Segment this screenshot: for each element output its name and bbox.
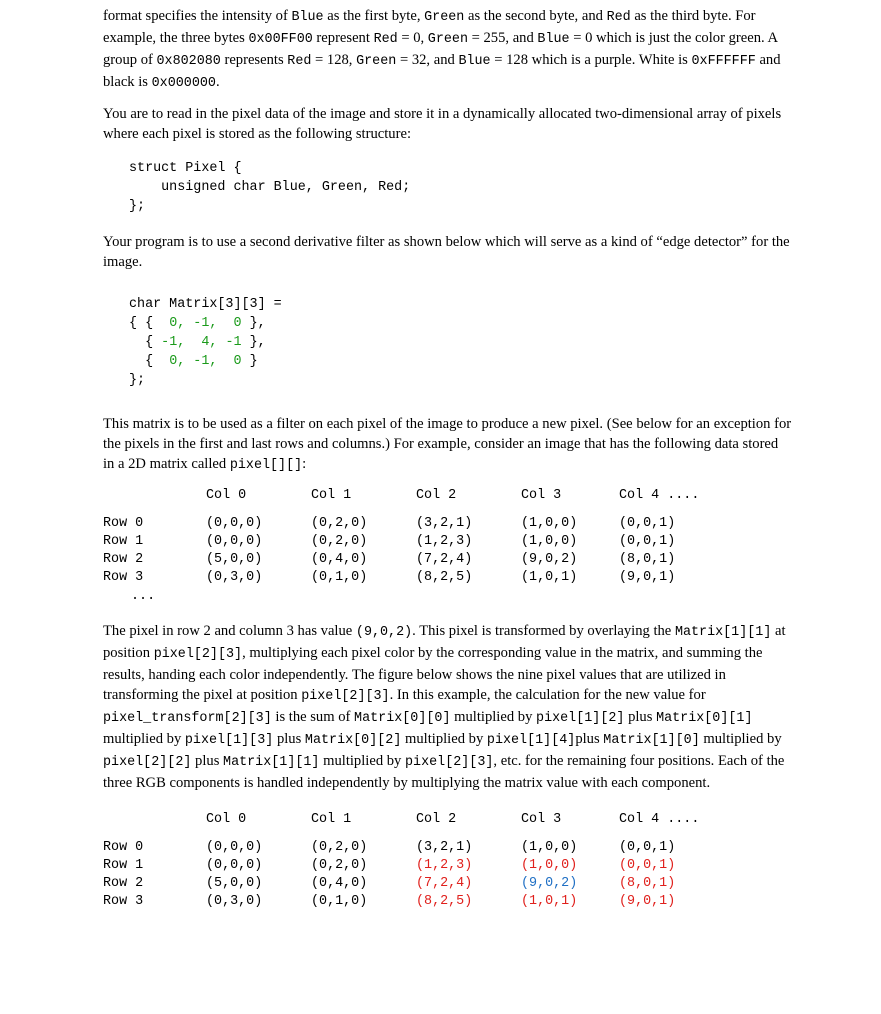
table-cell: (0,2,0) <box>311 858 368 873</box>
table-row <box>103 876 676 894</box>
table-cell: (1,0,0) <box>521 840 578 855</box>
table-row <box>103 516 676 534</box>
code-line: { -1, 4, -1 }, <box>129 335 266 350</box>
column-header: Col 2 <box>416 488 457 503</box>
table-cell: (1,0,1) <box>521 570 578 585</box>
highlighted-neighbor-cell: (1,2,3) <box>416 858 473 873</box>
table-ellipsis: ... <box>131 589 156 604</box>
row-label: Row 0 <box>103 516 144 531</box>
table-header-row <box>103 488 700 506</box>
pixel-table-2 <box>103 812 743 912</box>
row-label: Row 0 <box>103 840 144 855</box>
table-cell: (0,4,0) <box>311 876 368 891</box>
intro-paragraph: format specifies the intensity of Blue as the first byte, Green as the second byte, and Red as the third byte. For example, the three bytes 0x00FF00 represent Red = 0, Green = 255, and Blue = 0 which is just the color green. A group of 0x802080 represents Red = 128, Green = 32, and Blue = 128 which is a purple. White is 0xFFFFFF and black is 0x000000. <box>103 8 781 91</box>
row-label: Row 3 <box>103 894 144 909</box>
table-cell: (3,2,1) <box>416 516 473 531</box>
table-row <box>103 840 676 858</box>
column-header: Col 1 <box>311 812 352 827</box>
highlighted-neighbor-cell: (0,0,1) <box>619 858 676 873</box>
struct-code-block <box>129 159 819 216</box>
column-header: Col 0 <box>206 812 247 827</box>
column-header: Col 3 <box>521 812 562 827</box>
table-cell: (1,0,0) <box>521 516 578 531</box>
table-header-row <box>103 812 700 830</box>
code-line: { 0, -1, 0 } <box>129 354 258 369</box>
highlighted-neighbor-cell: (9,0,1) <box>619 894 676 909</box>
table-row <box>103 534 676 552</box>
highlighted-neighbor-cell: (7,2,4) <box>416 876 473 891</box>
filter-paragraph: Your program is to use a second derivative filter as shown below which will serve as a kind of “edge detector” for the image. <box>103 234 790 270</box>
table-cell: (7,2,4) <box>416 552 473 567</box>
code-line: struct Pixel { <box>129 161 242 176</box>
table-cell: (0,4,0) <box>311 552 368 567</box>
highlighted-center-cell: (9,0,2) <box>521 876 578 891</box>
table-cell: (0,2,0) <box>311 534 368 549</box>
table-cell: (0,0,0) <box>206 534 263 549</box>
row-label: Row 2 <box>103 876 144 891</box>
table-cell: (1,0,0) <box>521 534 578 549</box>
code-line: }; <box>129 199 146 214</box>
code-line: char Matrix[3][3] = <box>129 297 282 312</box>
table-row <box>103 552 676 570</box>
code-line: unsigned char Blue, Green, Red; <box>129 180 411 195</box>
table-cell: (5,0,0) <box>206 876 263 891</box>
table-cell: (5,0,0) <box>206 552 263 567</box>
table-row <box>103 894 676 912</box>
column-header: Col 4 .... <box>619 488 700 503</box>
table-cell: (9,0,1) <box>619 570 676 585</box>
column-header: Col 3 <box>521 488 562 503</box>
table-cell: (0,2,0) <box>311 516 368 531</box>
table-cell: (0,0,0) <box>206 516 263 531</box>
table-cell: (0,0,1) <box>619 840 676 855</box>
table-cell: (0,0,0) <box>206 840 263 855</box>
table-cell: (8,0,1) <box>619 552 676 567</box>
matrix-code-block <box>129 295 819 390</box>
column-header: Col 1 <box>311 488 352 503</box>
table-cell: (0,1,0) <box>311 570 368 585</box>
table-cell: (0,3,0) <box>206 894 263 909</box>
column-header: Col 0 <box>206 488 247 503</box>
row-label: Row 3 <box>103 570 144 585</box>
table-cell: (9,0,2) <box>521 552 578 567</box>
highlighted-neighbor-cell: (1,0,1) <box>521 894 578 909</box>
column-header: Col 2 <box>416 812 457 827</box>
column-header: Col 4 .... <box>619 812 700 827</box>
table-cell: (0,0,1) <box>619 516 676 531</box>
table-cell: (0,3,0) <box>206 570 263 585</box>
table-cell: (8,2,5) <box>416 570 473 585</box>
row-label: Row 1 <box>103 534 144 549</box>
pixel-table-1 <box>103 488 743 608</box>
table-cell: (0,2,0) <box>311 840 368 855</box>
table-row <box>103 570 676 588</box>
table-cell: (0,0,1) <box>619 534 676 549</box>
transform-paragraph: The pixel in row 2 and column 3 has value (9,0,2). This pixel is transformed by overlaying the Matrix[1][1] at position pixel[2][3], multiplying each pixel color by the corresponding value in the matrix, and summing the results, handing each color independently. The figure below shows the nine pixel values that are utilized in transforming the pixel at position pixel[2][3]. In this example, the calculation for the new value for pixel_transform[2][3] is the sum of Matrix[0][0] multiplied by pixel[1][2] plus Matrix[0][1] multiplied by pixel[1][3] plus Matrix[0][2] multiplied by pixel[1][4]plus Matrix[1][0] multiplied by pixel[2][2] plus Matrix[1][1] multiplied by pixel[2][3], etc. for the remaining four positions. Each of the three RGB components is handled independently by multiplying the matrix value with each component. <box>103 623 786 791</box>
storage-paragraph: You are to read in the pixel data of the image and store it in a dynamically allocated two-dimensional array of pixels where each pixel is stored as the following structure: <box>103 106 782 142</box>
row-label: Row 2 <box>103 552 144 567</box>
code-line: { { 0, -1, 0 }, <box>129 316 266 331</box>
table-cell: (1,2,3) <box>416 534 473 549</box>
example-paragraph: This matrix is to be used as a filter on each pixel of the image to produce a new pixel. (See below for an exception for the pixels in the first and last rows and columns.) For example, consider an image that has the following data stored in a 2D matrix called pixel[][]: <box>103 416 792 473</box>
table-cell: (3,2,1) <box>416 840 473 855</box>
highlighted-neighbor-cell: (1,0,0) <box>521 858 578 873</box>
table-row <box>103 858 676 876</box>
highlighted-neighbor-cell: (8,2,5) <box>416 894 473 909</box>
table-cell: (0,0,0) <box>206 858 263 873</box>
highlighted-neighbor-cell: (8,0,1) <box>619 876 676 891</box>
table-cell: (0,1,0) <box>311 894 368 909</box>
row-label: Row 1 <box>103 858 144 873</box>
code-line: }; <box>129 373 146 388</box>
